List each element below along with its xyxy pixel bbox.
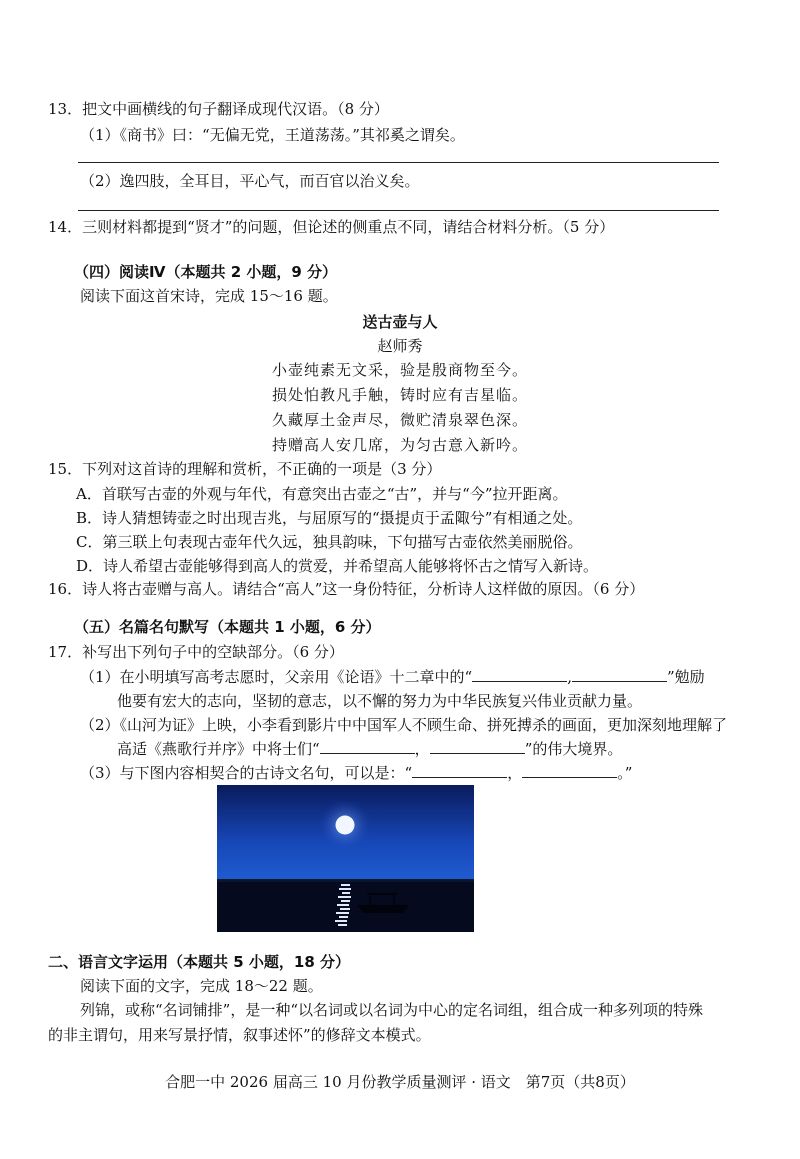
- moon: [336, 816, 355, 835]
- q13-sentence-1: （1）《商书》曰：“无偏无党，王道荡荡。”其祁奚之谓矣。: [80, 126, 465, 144]
- part-2-heading: 二、语言文字运用（本题共 5 小题，18 分）: [48, 953, 350, 971]
- part-2-intro: 阅读下面的文字，完成 18～22 题。: [80, 977, 323, 995]
- poem-line: 持赠高人安几席，为匀古意入新吟。: [271, 436, 528, 454]
- q15-option-b: B．诗人猜想铸壶之时出现吉兆，与屈原写的“摄提贞于孟陬兮”有相通之处。: [76, 509, 583, 527]
- q14-stem: 14．三则材料都提到“贤才”的问题，但论述的侧重点不同，请结合材料分析。（5 分）: [48, 218, 615, 236]
- q17-item-2: （2）《山河为证》上映，小李看到影片中中国军人不顾生命、拼死搏杀的画面，更加深刻地理解了: [80, 716, 728, 734]
- section-5-heading: （五）名篇名句默写（本题共 1 小题，6 分）: [74, 618, 381, 636]
- q15-option-c: C．第三联上句表现古壶年代久远，独具韵味，下句描写古壶依然美丽脱俗。: [76, 533, 583, 551]
- fill-blank[interactable]: [412, 763, 507, 778]
- poem-author: 赵师秀: [377, 337, 423, 355]
- q17-item-3-text: （3）与下图内容相契合的古诗文名句，可以是：“: [80, 764, 413, 782]
- poem-line: 损处怕教凡手触，铸时应有吉星临。: [271, 386, 528, 404]
- q17-item-1-text: （1）在小明填写高考志愿时，父亲用《论语》十二章中的“: [80, 668, 473, 686]
- poem-title: 送古壶与人: [362, 313, 438, 331]
- fill-blank[interactable]: [430, 739, 525, 754]
- fill-blank[interactable]: [320, 739, 415, 754]
- blank-separator: ，: [507, 764, 523, 782]
- poem-line: 小壶纯素无文采，验是殷商物至今。: [271, 361, 528, 379]
- poem-line: 久藏厚土金声尽，微贮清泉翠色深。: [271, 411, 528, 429]
- q17-item-2-end: ”的伟大境界。: [524, 740, 623, 758]
- moon-over-lake-image: [217, 785, 474, 932]
- section-4-heading: （四）阅读Ⅳ（本题共 2 小题，9 分）: [74, 263, 338, 281]
- q13-stem: 13．把文中画横线的句子翻译成现代汉语。（8 分）: [48, 100, 389, 118]
- fill-blank[interactable]: [572, 667, 667, 682]
- blank-separator: ,: [567, 668, 572, 686]
- blank-separator: ，: [414, 740, 430, 758]
- part-2-paragraph-line: 的非主谓句，用来写景抒情，叙事述怀”的修辞文本模式。: [48, 1026, 431, 1044]
- q17-item-1: [80, 667, 705, 687]
- q15-option-d: D．诗人希望古壶能够得到高人的赏爱，并希望高人能够将怀古之情写入新诗。: [76, 557, 599, 575]
- q17-item-3: [80, 763, 632, 783]
- q13-sentence-2: （2）逸四肢，全耳目，平心气，而百官以治义矣。: [80, 172, 420, 190]
- q17-item-3-end: 。”: [617, 764, 633, 782]
- q17-item-1-end: ”勉励: [667, 668, 705, 686]
- fill-blank[interactable]: [472, 667, 567, 682]
- q17-item-1-cont: 他要有宏大的志向，坚韧的意志，以不懈的努力为中华民族复兴伟业贡献力量。: [117, 692, 643, 710]
- q16-stem: 16．诗人将古壶赠与高人。请结合“高人”这一身份特征，分析诗人这样做的原因。（6 分）: [48, 580, 645, 598]
- part-2-paragraph-line: 列锦，或称“名词铺排”，是一种“以名词或以名词为中心的定名词组，组合成一种多列项的特殊: [80, 1001, 704, 1019]
- q17-stem: 17．补写出下列句子中的空缺部分。（6 分）: [48, 643, 344, 661]
- q17-item-2-text: 高适《燕歌行并序》中将士们“: [117, 740, 320, 758]
- section-4-intro: 阅读下面这首宋诗，完成 15～16 题。: [80, 287, 338, 305]
- q15-option-a: A．首联写古壶的外观与年代，有意突出古壶之“古”，并与“今”拉开距离。: [76, 485, 568, 503]
- answer-line: [78, 210, 719, 211]
- answer-line: [78, 162, 719, 163]
- q17-item-2-cont: [117, 739, 622, 759]
- q15-stem: 15．下列对这首诗的理解和赏析，不正确的一项是（3 分）: [48, 460, 442, 478]
- page-footer: 合肥一中 2026 届高三 10 月份教学质量测评 · 语文 第7页（共8页）: [165, 1073, 635, 1091]
- shoreline: [217, 879, 474, 882]
- fill-blank[interactable]: [522, 763, 617, 778]
